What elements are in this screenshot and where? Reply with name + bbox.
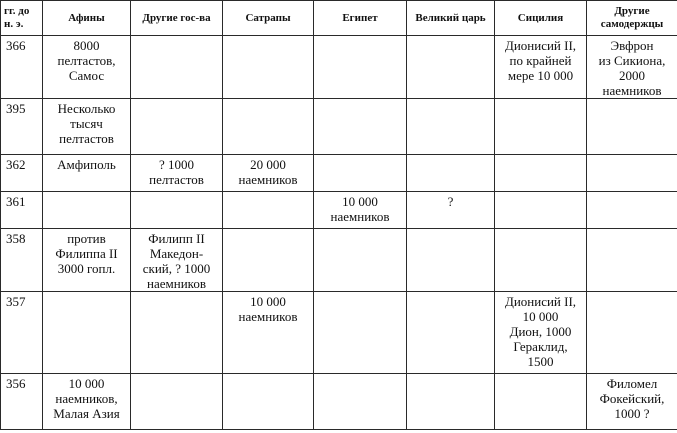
cell-other-autocrats [587, 229, 677, 292]
table-row [1, 99, 677, 155]
header-other-autocrats: Другие самодержцы [587, 1, 677, 36]
header-sicily: Сицилия [495, 1, 587, 36]
cell-athens: 10 000 наемников, Малая Азия [43, 374, 131, 430]
cell-athens: Амфиполь [43, 155, 131, 192]
cell-egypt [314, 229, 407, 292]
cell-other-states [131, 374, 223, 430]
cell-athens: Несколько тысяч пелтастов [43, 99, 131, 155]
cell-other-autocrats [587, 192, 677, 229]
cell-year: 361 [1, 192, 43, 229]
cell-satraps [223, 229, 314, 292]
cell-other-states [131, 292, 223, 374]
table-row [1, 229, 677, 292]
cell-great-king [407, 36, 495, 99]
cell-other-states [131, 99, 223, 155]
cell-great-king [407, 155, 495, 192]
cell-satraps [223, 36, 314, 99]
cell-egypt: 10 000 наемников [314, 192, 407, 229]
cell-egypt [314, 36, 407, 99]
cell-year: 362 [1, 155, 43, 192]
cell-athens [43, 292, 131, 374]
cell-egypt [314, 292, 407, 374]
cell-egypt [314, 374, 407, 430]
cell-other-autocrats [587, 292, 677, 374]
cell-sicily [495, 99, 587, 155]
cell-sicily: Дионисий II, по крайней мере 10 000 [495, 36, 587, 99]
cell-satraps [223, 374, 314, 430]
cell-sicily [495, 374, 587, 430]
cell-satraps: 10 000 наемников [223, 292, 314, 374]
cell-other-autocrats: Филомел Фокейский, 1000 ? [587, 374, 677, 430]
cell-other-autocrats [587, 99, 677, 155]
cell-egypt [314, 99, 407, 155]
cell-satraps [223, 192, 314, 229]
cell-year: 356 [1, 374, 43, 430]
cell-sicily: Дионисий II, 10 000 Дион, 1000 Гераклид, 1500 [495, 292, 587, 374]
table-row [1, 192, 677, 229]
header-egypt: Египет [314, 1, 407, 36]
cell-other-states: Филипп II Македон- ский, ? 1000 наемников [131, 229, 223, 292]
header-athens: Афины [43, 1, 131, 36]
cell-other-autocrats: Эвфрон из Сикиона, 2000 наемников [587, 36, 677, 99]
cell-other-states [131, 192, 223, 229]
cell-year: 366 [1, 36, 43, 99]
cell-sicily [495, 229, 587, 292]
cell-satraps [223, 99, 314, 155]
cell-sicily [495, 155, 587, 192]
cell-other-states: ? 1000 пелтастов [131, 155, 223, 192]
table-row [1, 292, 677, 374]
cell-great-king [407, 99, 495, 155]
cell-satraps: 20 000 наемников [223, 155, 314, 192]
cell-great-king [407, 292, 495, 374]
table-row [1, 155, 677, 192]
cell-athens [43, 192, 131, 229]
header-row [1, 1, 677, 36]
header-satraps: Сатрапы [223, 1, 314, 36]
cell-sicily [495, 192, 587, 229]
table-row [1, 36, 677, 99]
table-row [1, 374, 677, 430]
cell-great-king [407, 374, 495, 430]
header-year: гг. до н. э. [1, 1, 43, 36]
cell-other-autocrats [587, 155, 677, 192]
cell-great-king: ? [407, 192, 495, 229]
cell-great-king [407, 229, 495, 292]
cell-other-states [131, 36, 223, 99]
cell-year: 358 [1, 229, 43, 292]
cell-year: 357 [1, 292, 43, 374]
cell-athens: 8000 пелтастов, Самос [43, 36, 131, 99]
header-other-states: Другие гос-ва [131, 1, 223, 36]
cell-egypt [314, 155, 407, 192]
header-great-king: Великий царь [407, 1, 495, 36]
cell-year: 395 [1, 99, 43, 155]
cell-athens: против Филиппа II 3000 гопл. [43, 229, 131, 292]
